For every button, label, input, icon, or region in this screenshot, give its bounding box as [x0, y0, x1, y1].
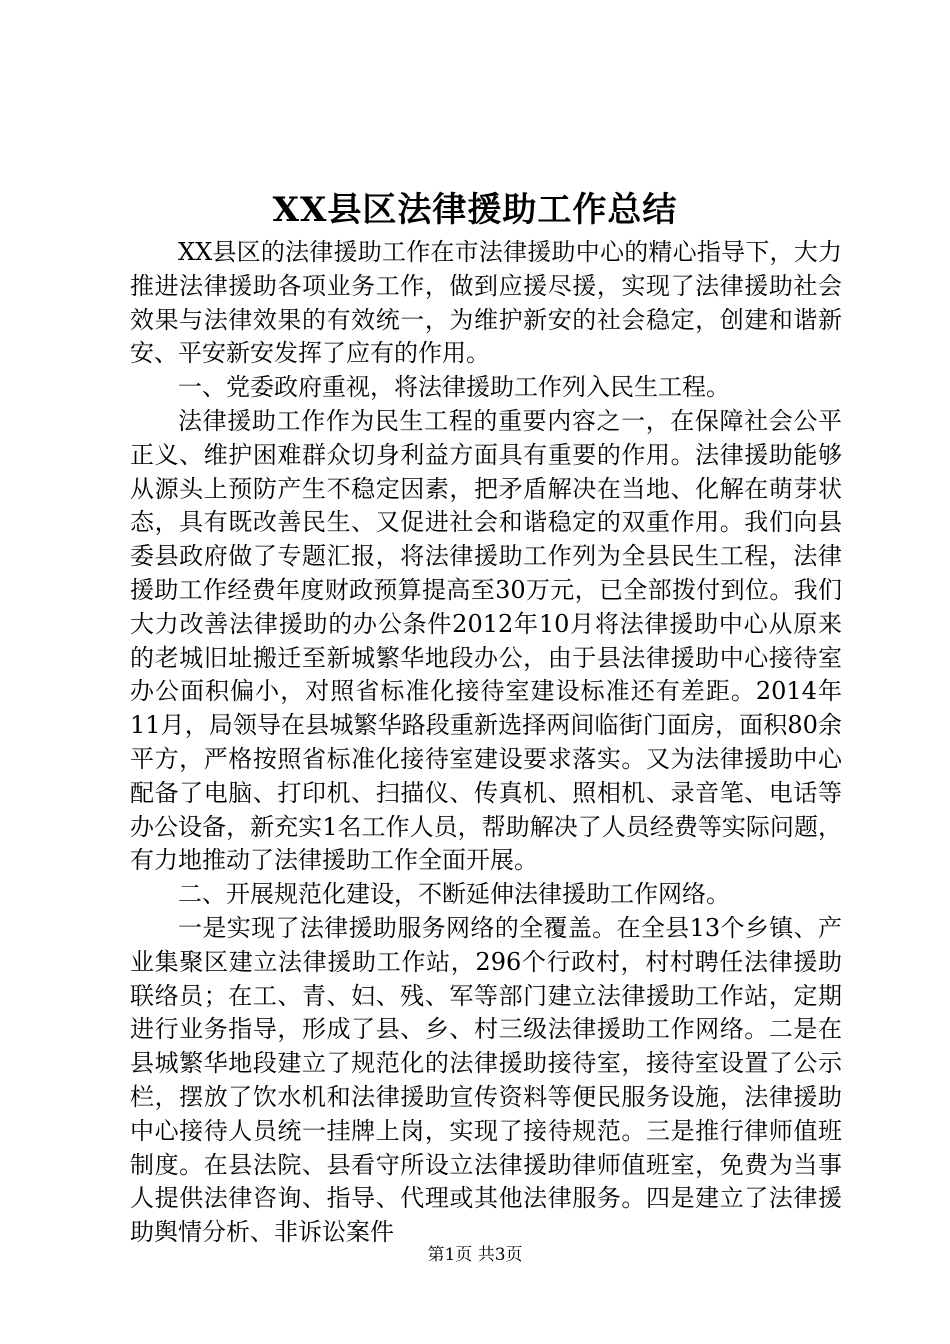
paragraph-section-1: 法律援助工作作为民生工程的重要内容之一，在保障社会公平正义、维护困难群众切身利益方面具有重要的作用。法律援助能够从源头上预防产生不稳定因素，把矛盾解决在当地、化解在萌芽状态，具有既改善民生、又促进社会和谐稳定的双重作用。我们向县委县政府做了专题汇报，将法律援助工作列为全县民生工程，法律援助工作经费年度财政预算提高至30万元，已全部拨付到位。我们大力改善法律援助的办公条件2012年10月将法律援助中心从原来的老城旧址搬迁至新城繁华地段办公，由于县法律援助中心接待室办公面积偏小，对照省标准化接待室建设标准还有差距。2014年11月，局领导在县城繁华路段重新选择两间临街门面房，面积80余平方，严格按照省标准化接待室建设要求落实。又为法律援助中心配备了电脑、打印机、扫描仪、传真机、照相机、录音笔、电话等办公设备，新充实1名工作人员，帮助解决了人员经费等实际问题，有力地推动了法律援助工作全面开展。	[130, 406, 842, 875]
document-body	[130, 236, 842, 1250]
document-title: XX县区法律援助工作总结	[272, 190, 678, 230]
section-heading-1: 一、党委政府重视，将法律援助工作列入民生工程。	[178, 373, 730, 402]
paragraph-section-2: 一是实现了法律援助服务网络的全覆盖。在全县13个乡镇、产业集聚区建立法律援助工作站，296个行政村，村村聘任法律援助联络员；在工、青、妇、残、军等部门建立法律援助工作站，定期进行业务指导，形成了县、乡、村三级法律援助工作网络。二是在县城繁华地段建立了规范化的法律援助接待室，接待室设置了公示栏，摆放了饮水机和法律援助宣传资料等便民服务设施，法律援助中心接待人员统一挂牌上岗，实现了接待规范。三是推行律师值班制度。在县法院、县看守所设立法律援助律师值班室，免费为当事人提供法律咨询、指导、代理或其他法律服务。四是建立了法律援助舆情分析、非诉讼案件	[130, 913, 842, 1247]
paragraph-intro: XX县区的法律援助工作在市法律援助中心的精心指导下，大力推进法律援助各项业务工作，做到应援尽援，实现了法律援助社会效果与法律效果的有效统一，为维护新安的社会稳定，创建和谐新安、平安新安发挥了应有的作用。	[130, 238, 842, 368]
page-number-footer: 第1页 共3页	[427, 1245, 523, 1265]
section-heading-2: 二、开展规范化建设，不断延伸法律援助工作网络。	[178, 880, 730, 909]
